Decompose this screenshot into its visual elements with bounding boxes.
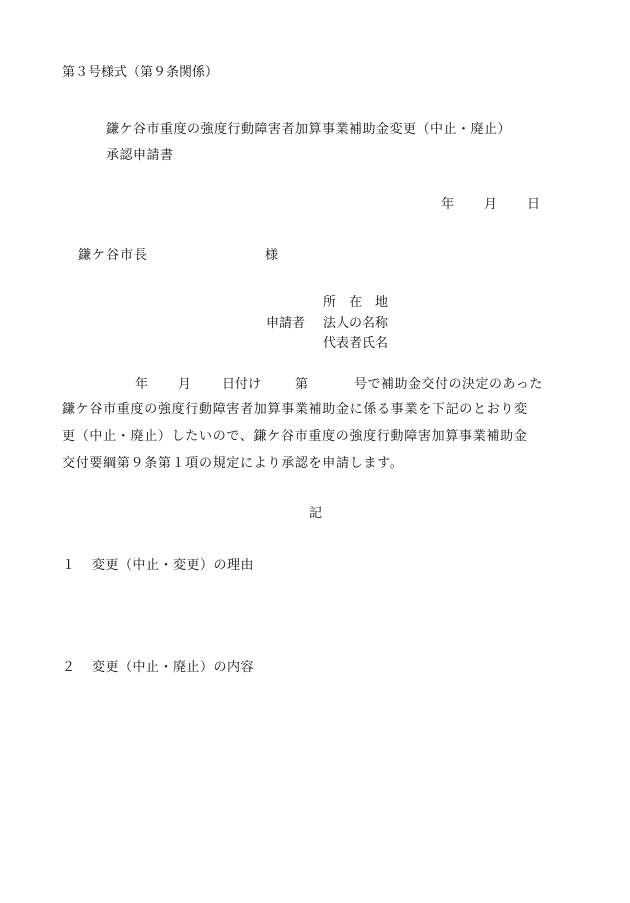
section-1-number: １ (62, 558, 76, 573)
form-label: 第３号様式（第９条関係） (62, 65, 219, 80)
date-month-label: 月 (484, 197, 498, 212)
addressee-honorific: 様 (265, 248, 279, 263)
section-2-label: 変更（中止・廃止）の内容 (92, 660, 255, 675)
body-dai-label: 第 (295, 377, 309, 392)
date-day-label: 日 (527, 197, 541, 212)
body-line3: 更（中止・廃止）したいので、鎌ケ谷市重度の強度行動障害加算事業補助金 (62, 429, 528, 444)
body-line4: 交付要綱第９条第１項の規定により承認を申請します。 (62, 456, 404, 471)
addressee-name: 鎌ケ谷市長 (78, 248, 149, 263)
body-line1-rest: 号で補助金交付の決定のあった (354, 377, 543, 392)
section-2-number: ２ (62, 660, 76, 675)
ki-heading: 記 (309, 506, 323, 521)
document-title-line1: 鎌ケ谷市重度の強度行動障害者加算事業補助金変更（中止・廃止） (106, 122, 512, 137)
body-month-label: 月 (178, 377, 192, 392)
applicant-representative-label: 代表者氏名 (323, 336, 389, 351)
body-year-label: 年 (135, 377, 149, 392)
section-1-label: 変更（中止・変更）の理由 (92, 558, 255, 573)
applicant-address-label: 所 在 地 (323, 295, 389, 310)
applicant-corp-name-label: 法人の名称 (323, 316, 389, 331)
body-line2: 鎌ケ谷市重度の強度行動障害者加算事業補助金に係る事業を下記のとおり変 (62, 402, 528, 417)
date-year-label: 年 (441, 197, 455, 212)
document-title-line2: 承認申請書 (106, 148, 174, 163)
body-dated-label: 日付け (222, 377, 262, 392)
applicant-label: 申請者 (266, 316, 306, 331)
